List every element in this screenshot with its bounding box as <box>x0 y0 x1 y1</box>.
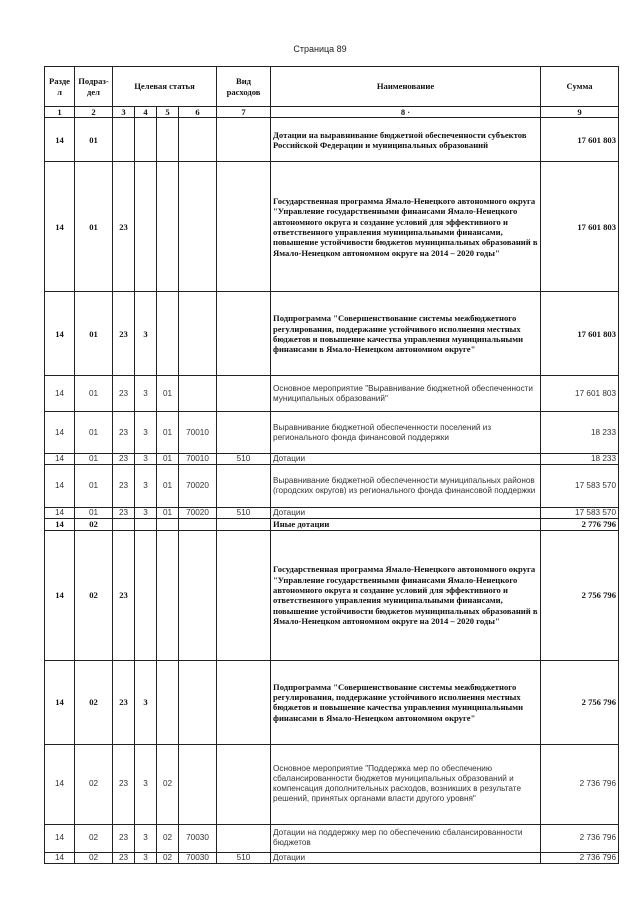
header-row <box>45 67 619 107</box>
cell-razdel: 14 <box>45 519 75 530</box>
table-row <box>45 744 619 824</box>
cell-naimenovanie: Дотации на выравнивание бюджетной обеспеченности субъектов Российской Федерации и муниципальных образований <box>271 118 541 162</box>
col-number: 9 <box>541 107 619 118</box>
cell-razdel: 14 <box>45 465 75 508</box>
cell-vid-rashodov <box>217 292 271 376</box>
cell-event-code <box>157 162 179 292</box>
col-number: 4 <box>135 107 157 118</box>
cell-program-code: 23 <box>113 744 135 824</box>
table-row <box>45 852 619 863</box>
cell-direction-code <box>179 744 217 824</box>
cell-program-code: 23 <box>113 376 135 412</box>
cell-direction-code: 70020 <box>179 508 217 519</box>
budget-table <box>44 66 619 864</box>
cell-podrazdel: 01 <box>75 162 113 292</box>
cell-razdel: 14 <box>45 508 75 519</box>
table-row <box>45 454 619 465</box>
cell-subprogram-code: 3 <box>135 744 157 824</box>
cell-naimenovanie: Дотации <box>271 852 541 863</box>
cell-subprogram-code: 3 <box>135 292 157 376</box>
cell-naimenovanie: Государственная программа Ямало-Ненецкого автономного округа "Управление государственными финансами Ямало-Ненецкого автономного округа и создание условий для эффективного и ответственного управления муниципальными финансами, повышение устойчивости бюджетов муниципальных образований в Ямало-Ненецком автономном округе на 2014 – 2020 годы" <box>271 530 541 660</box>
cell-direction-code <box>179 660 217 744</box>
table-row <box>45 824 619 852</box>
cell-direction-code <box>179 162 217 292</box>
cell-vid-rashodov <box>217 660 271 744</box>
cell-event-code: 01 <box>157 454 179 465</box>
cell-subprogram-code: 3 <box>135 465 157 508</box>
cell-razdel: 14 <box>45 660 75 744</box>
cell-subprogram-code: 3 <box>135 454 157 465</box>
cell-podrazdel: 02 <box>75 660 113 744</box>
cell-naimenovanie: Дотации <box>271 454 541 465</box>
table-row <box>45 162 619 292</box>
cell-podrazdel: 02 <box>75 852 113 863</box>
cell-razdel: 14 <box>45 824 75 852</box>
cell-summa: 2 756 796 <box>541 530 619 660</box>
cell-summa: 2 776 796 <box>541 519 619 530</box>
cell-event-code <box>157 118 179 162</box>
cell-subprogram-code <box>135 118 157 162</box>
cell-podrazdel: 02 <box>75 824 113 852</box>
cell-program-code <box>113 519 135 530</box>
cell-subprogram-code: 3 <box>135 660 157 744</box>
cell-direction-code <box>179 118 217 162</box>
cell-razdel: 14 <box>45 292 75 376</box>
cell-event-code: 01 <box>157 412 179 454</box>
cell-program-code: 23 <box>113 530 135 660</box>
cell-podrazdel: 01 <box>75 412 113 454</box>
cell-razdel: 14 <box>45 454 75 465</box>
cell-program-code: 23 <box>113 465 135 508</box>
cell-direction-code: 70030 <box>179 824 217 852</box>
cell-podrazdel: 02 <box>75 530 113 660</box>
cell-razdel: 14 <box>45 530 75 660</box>
col-number: 5 <box>157 107 179 118</box>
cell-direction-code <box>179 530 217 660</box>
cell-summa: 2 736 796 <box>541 852 619 863</box>
header-vid-rashodov: Вид расходов <box>217 67 271 107</box>
cell-event-code <box>157 660 179 744</box>
cell-summa: 17 583 570 <box>541 465 619 508</box>
table-row <box>45 465 619 508</box>
cell-podrazdel: 02 <box>75 744 113 824</box>
cell-event-code: 02 <box>157 744 179 824</box>
cell-direction-code: 70010 <box>179 412 217 454</box>
cell-subprogram-code <box>135 519 157 530</box>
cell-naimenovanie: Дотации <box>271 508 541 519</box>
cell-vid-rashodov <box>217 744 271 824</box>
cell-event-code <box>157 519 179 530</box>
cell-direction-code: 70030 <box>179 852 217 863</box>
col-number: 7 <box>217 107 271 118</box>
cell-summa: 2 736 796 <box>541 744 619 824</box>
cell-program-code: 23 <box>113 852 135 863</box>
header-podrazdel: Подраз-дел <box>75 67 113 107</box>
cell-subprogram-code <box>135 530 157 660</box>
cell-program-code: 23 <box>113 412 135 454</box>
cell-event-code: 01 <box>157 508 179 519</box>
cell-podrazdel: 01 <box>75 292 113 376</box>
cell-event-code: 01 <box>157 376 179 412</box>
cell-summa: 17 601 803 <box>541 162 619 292</box>
table-row <box>45 376 619 412</box>
table-row <box>45 519 619 530</box>
cell-razdel: 14 <box>45 852 75 863</box>
cell-podrazdel: 01 <box>75 465 113 508</box>
cell-vid-rashodov: 510 <box>217 508 271 519</box>
cell-summa: 18 233 <box>541 412 619 454</box>
cell-summa: 2 736 796 <box>541 824 619 852</box>
cell-razdel: 14 <box>45 744 75 824</box>
cell-program-code: 23 <box>113 824 135 852</box>
col-number: 6 <box>179 107 217 118</box>
cell-program-code: 23 <box>113 660 135 744</box>
cell-subprogram-code: 3 <box>135 508 157 519</box>
cell-razdel: 14 <box>45 376 75 412</box>
cell-vid-rashodov <box>217 162 271 292</box>
table-row <box>45 508 619 519</box>
cell-naimenovanie: Выравнивание бюджетной обеспеченности поселений из регионального фонда финансовой поддержки <box>271 412 541 454</box>
cell-podrazdel: 01 <box>75 508 113 519</box>
cell-direction-code: 70020 <box>179 465 217 508</box>
cell-vid-rashodov <box>217 530 271 660</box>
cell-naimenovanie: Основное мероприятие "Поддержка мер по обеспечению сбалансированности бюджетов муниципальных образований и компенсация дополнительных расходов, возникших в результате решений, принятых органами власти другого уровня" <box>271 744 541 824</box>
cell-naimenovanie: Основное мероприятие "Выравнивание бюджетной обеспеченности муниципальных образований" <box>271 376 541 412</box>
col-number: 8 · <box>271 107 541 118</box>
cell-podrazdel: 02 <box>75 519 113 530</box>
cell-event-code <box>157 292 179 376</box>
header-summa: Сумма <box>541 67 619 107</box>
col-number: 3 <box>113 107 135 118</box>
cell-direction-code: 70010 <box>179 454 217 465</box>
cell-program-code <box>113 118 135 162</box>
cell-vid-rashodov <box>217 118 271 162</box>
column-number-row <box>45 107 619 118</box>
header-celevaya-statya: Целевая статья <box>113 67 217 107</box>
cell-event-code <box>157 530 179 660</box>
cell-vid-rashodov <box>217 412 271 454</box>
cell-event-code: 02 <box>157 824 179 852</box>
page-label: Страница 89 <box>293 44 347 54</box>
cell-podrazdel: 01 <box>75 118 113 162</box>
header-razdel: Разде л <box>45 67 75 107</box>
cell-podrazdel: 01 <box>75 376 113 412</box>
cell-naimenovanie: Подпрограмма "Совершенствование системы межбюджетного регулирования, поддержание устойчивого исполнения местных бюджетов и повышение качества управления муниципальными финансами в Ямало-Ненецком автономном округе" <box>271 292 541 376</box>
cell-summa: 17 583 570 <box>541 508 619 519</box>
table-row <box>45 530 619 660</box>
cell-subprogram-code: 3 <box>135 852 157 863</box>
cell-naimenovanie: Государственная программа Ямало-Ненецкого автономного округа "Управление государственными финансами Ямало-Ненецкого автономного округа и создание условий для эффективного и ответственного управления муниципальными финансами, повышение устойчивости бюджетов муниципальных образований в Ямало-Ненецком автономном округе на 2014 – 2020 годы" <box>271 162 541 292</box>
table-row <box>45 412 619 454</box>
cell-program-code: 23 <box>113 454 135 465</box>
cell-summa: 17 601 803 <box>541 292 619 376</box>
cell-summa: 17 601 803 <box>541 376 619 412</box>
cell-podrazdel: 01 <box>75 454 113 465</box>
cell-razdel: 14 <box>45 162 75 292</box>
cell-event-code: 02 <box>157 852 179 863</box>
cell-summa: 18 233 <box>541 454 619 465</box>
cell-vid-rashodov: 510 <box>217 852 271 863</box>
cell-event-code: 01 <box>157 465 179 508</box>
header-naimenovanie: Наименование <box>271 67 541 107</box>
cell-subprogram-code: 3 <box>135 376 157 412</box>
cell-subprogram-code: 3 <box>135 824 157 852</box>
cell-vid-rashodov <box>217 519 271 530</box>
cell-vid-rashodov <box>217 376 271 412</box>
cell-program-code: 23 <box>113 508 135 519</box>
cell-subprogram-code <box>135 162 157 292</box>
table-row <box>45 118 619 162</box>
cell-summa: 17 601 803 <box>541 118 619 162</box>
table-row <box>45 660 619 744</box>
cell-naimenovanie: Выравнивание бюджетной обеспеченности муниципальных районов (городских округов) из регионального фонда финансовой поддержки <box>271 465 541 508</box>
cell-direction-code <box>179 376 217 412</box>
cell-summa: 2 756 796 <box>541 660 619 744</box>
cell-vid-rashodov <box>217 824 271 852</box>
col-number: 1 <box>45 107 75 118</box>
cell-vid-rashodov <box>217 465 271 508</box>
cell-razdel: 14 <box>45 412 75 454</box>
col-number: 2 <box>75 107 113 118</box>
cell-naimenovanie: Дотации на поддержку мер по обеспечению сбалансированности бюджетов <box>271 824 541 852</box>
cell-program-code: 23 <box>113 162 135 292</box>
cell-subprogram-code: 3 <box>135 412 157 454</box>
cell-razdel: 14 <box>45 118 75 162</box>
cell-naimenovanie: Иные дотации <box>271 519 541 530</box>
cell-naimenovanie: Подпрограмма "Совершенствование системы межбюджетного регулирования, поддержание устойчивого исполнения местных бюджетов и повышение качества управления муниципальными финансами в Ямало-Ненецком автономном округе" <box>271 660 541 744</box>
cell-program-code: 23 <box>113 292 135 376</box>
table-row <box>45 292 619 376</box>
cell-direction-code <box>179 292 217 376</box>
cell-direction-code <box>179 519 217 530</box>
cell-vid-rashodov: 510 <box>217 454 271 465</box>
